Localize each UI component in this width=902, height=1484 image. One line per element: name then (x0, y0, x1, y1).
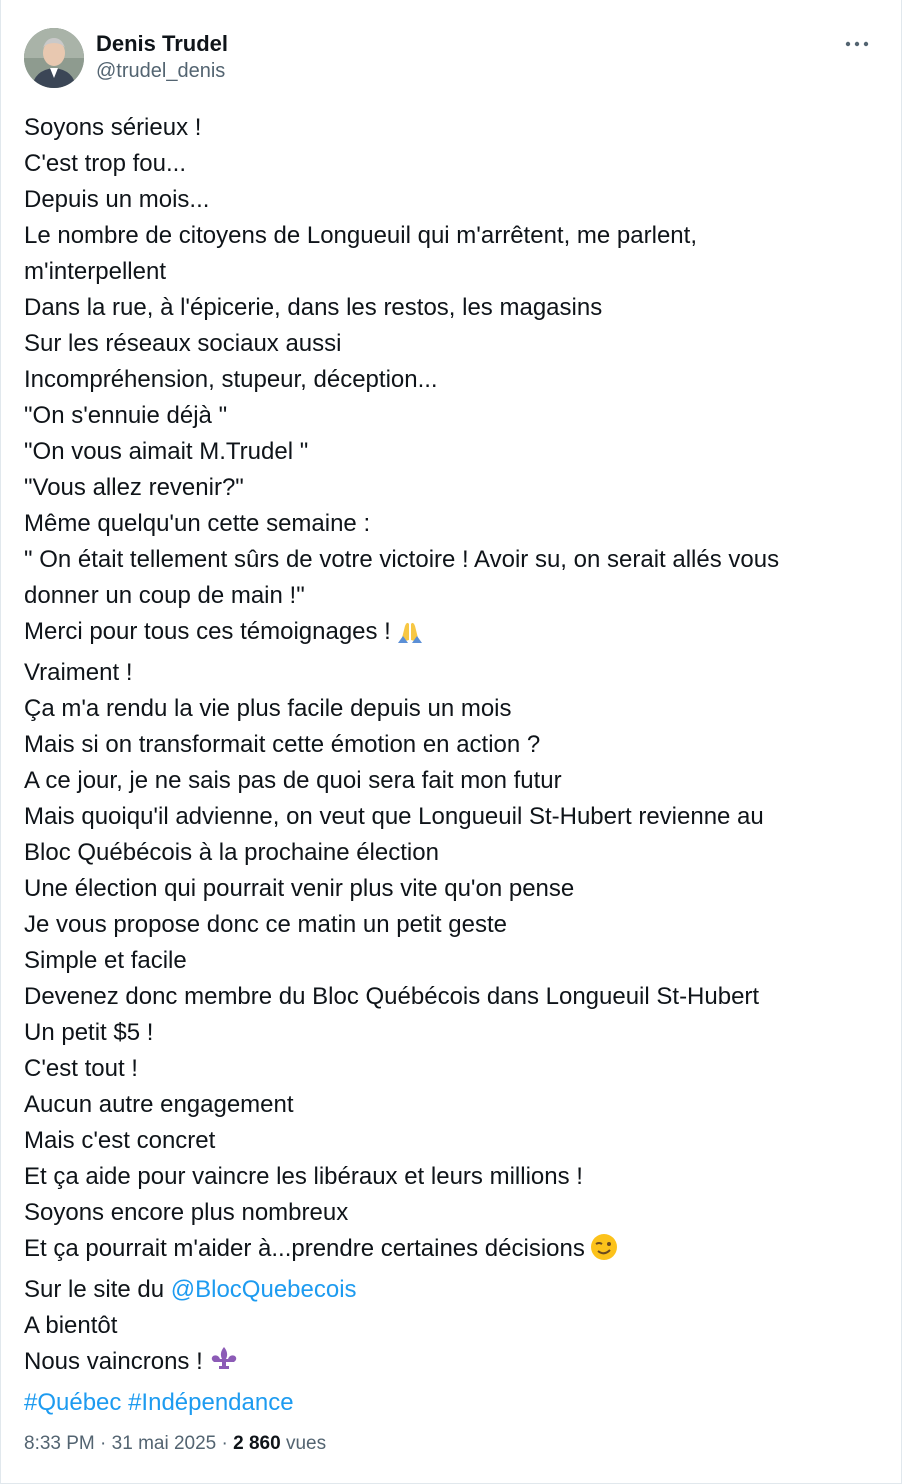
avatar[interactable] (24, 28, 84, 88)
tweet-line: Soyons encore plus nombreux (24, 1199, 349, 1226)
tweet-line: Et ça aide pour vaincre les libéraux et leurs millions ! (24, 1163, 583, 1190)
tweet-line: Même quelqu'un cette semaine : (24, 510, 371, 537)
tweet-line: Soyons sérieux ! (24, 114, 202, 141)
tweet-line: Simple et facile (24, 947, 187, 974)
tweet-line: Vraiment ! (24, 659, 133, 686)
tweet-line: Dans la rue, à l'épicerie, dans les restos, les magasins (24, 294, 603, 321)
fleur-de-lis-icon (207, 1344, 241, 1385)
tweet-line: donner un coup de main !" (24, 582, 305, 609)
mention-link[interactable]: @BlocQuebecois (170, 1276, 357, 1303)
tweet-text (24, 110, 884, 1421)
tweet-line-text: Nous vaincrons ! (24, 1348, 203, 1375)
author-display-name[interactable]: Denis Trudel (96, 31, 229, 56)
tweet-line: Sur les réseaux sociaux aussi (24, 330, 342, 357)
author-info (96, 30, 228, 84)
tweet-line: A bientôt (24, 1312, 118, 1339)
tweet-line: Depuis un mois... (24, 186, 210, 213)
tweet-time[interactable]: 8:33 PM (24, 1433, 95, 1454)
hashtag-link[interactable]: #Indépendance (128, 1389, 294, 1416)
tweet-line: "Vous allez revenir?" (24, 474, 244, 501)
more-options-button[interactable] (843, 34, 871, 54)
profile-photo-icon (24, 28, 84, 88)
tweet-line: Je vous propose donc ce matin un petit geste (24, 911, 507, 938)
tweet-line-with-mention (24, 1272, 884, 1308)
tweet-line: m'interpellent (24, 258, 166, 285)
tweet-line: Mais quoiqu'il advienne, on veut que Longueuil St-Hubert revienne au (24, 803, 764, 830)
tweet-line: Ça m'a rendu la vie plus facile depuis un mois (24, 695, 512, 722)
tweet-line-text: Merci pour tous ces témoignages ! (24, 618, 391, 645)
tweet-line: "On s'ennuie déjà " (24, 402, 228, 429)
meta-separator: · (221, 1433, 228, 1454)
tweet-line: Aucun autre engagement (24, 1091, 294, 1118)
tweet-line: Bloc Québécois à la prochaine élection (24, 839, 439, 866)
tweet-line: C'est tout ! (24, 1055, 138, 1082)
tweet-line: Le nombre de citoyens de Longueuil qui m'arrêtent, me parlent, (24, 222, 697, 249)
tweet-line: " On était tellement sûrs de votre victoire ! Avoir su, on serait allés vous (24, 546, 780, 573)
tweet-line: Un petit $5 ! (24, 1019, 154, 1046)
tweet-date[interactable]: 31 mai 2025 (111, 1433, 217, 1454)
tweet-line-with-emoji (24, 614, 884, 655)
views-count: 2 860 (233, 1433, 281, 1454)
author-handle[interactable]: @trudel_denis (96, 60, 226, 82)
tweet-line: Une élection qui pourrait venir plus vite qu'on pense (24, 875, 575, 902)
tweet-line: Mais si on transformait cette émotion en action ? (24, 731, 541, 758)
tweet-line: "On vous aimait M.Trudel " (24, 438, 309, 465)
tweet-line: A ce jour, je ne sais pas de quoi sera fait mon futur (24, 767, 562, 794)
winking-face-icon (589, 1233, 619, 1272)
tweet-line-with-emoji (24, 1231, 884, 1272)
tweet-line-text: Sur le site du (24, 1276, 171, 1303)
folded-hands-icon (395, 618, 425, 655)
tweet-line-text: Et ça pourrait m'aider à...prendre certaines décisions (24, 1235, 585, 1262)
hashtag-link[interactable]: #Québec (24, 1389, 122, 1416)
tweet-line: Mais c'est concret (24, 1127, 216, 1154)
tweet-line-with-emoji (24, 1344, 884, 1385)
tweet-line: C'est trop fou... (24, 150, 186, 177)
views-label: vues (285, 1433, 327, 1454)
tweet-header (24, 28, 881, 88)
tweet-line: Devenez donc membre du Bloc Québécois dans Longueuil St-Hubert (24, 983, 760, 1010)
meta-separator: · (100, 1433, 107, 1454)
more-options-icon (843, 34, 871, 54)
tweet-meta (24, 1430, 326, 1458)
tweet-line-hashtags (24, 1385, 884, 1421)
tweet-line: Incompréhension, stupeur, déception... (24, 366, 438, 393)
